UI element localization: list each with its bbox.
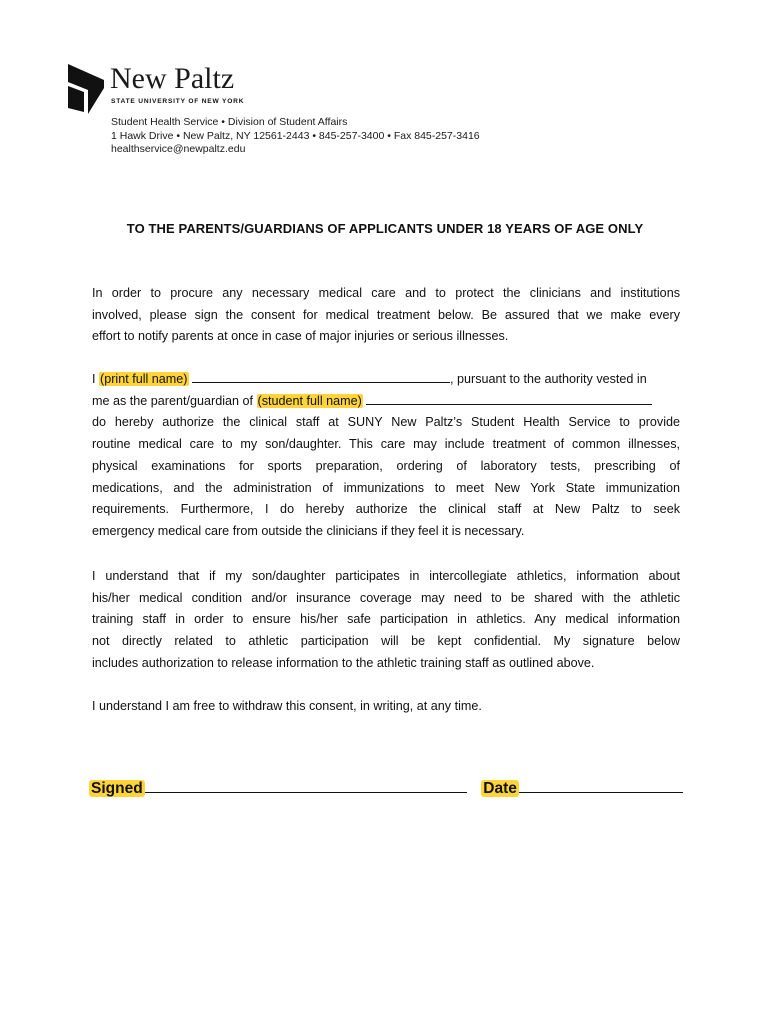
signature-field[interactable] bbox=[145, 776, 467, 793]
date-field[interactable] bbox=[519, 776, 683, 793]
student-name-line bbox=[92, 391, 680, 413]
parent-name-line bbox=[92, 369, 680, 391]
paragraph-line: do hereby authorize the clinical staff at SUNY New Paltz’s Student Health Service to provide bbox=[92, 415, 680, 430]
document-title: TO THE PARENTS/GUARDIANS OF APPLICANTS UNDER 18 YEARS OF AGE ONLY bbox=[126, 221, 644, 236]
student-name-field[interactable] bbox=[366, 391, 652, 405]
paragraph-line: requirements. Furthermore, I do hereby authorize the clinical staff at New Paltz to seek bbox=[92, 502, 680, 517]
paragraph-line: involved, please sign the consent for medical treatment below. Be assured that we make every bbox=[92, 307, 680, 322]
athletics-paragraph bbox=[92, 566, 680, 675]
hawk-logo-icon bbox=[68, 64, 104, 114]
address-line: 1 Hawk Drive • New Paltz, NY 12561-2443 • 845-257-3400 • Fax 845-257-3416 bbox=[111, 129, 480, 142]
paragraph-line: emergency medical care from outside the clinicians if they feel it is necessary. bbox=[92, 523, 525, 538]
print-name-label: (print full name) bbox=[100, 372, 188, 386]
pursuant-text: , pursuant to the authority vested in bbox=[450, 372, 647, 386]
withdraw-paragraph bbox=[92, 696, 680, 718]
address-line: Student Health Service • Division of Student Affairs bbox=[111, 116, 348, 128]
paragraph-line: routine medical care to my son/daughter. This care may include treatment of common illnesses, bbox=[92, 437, 680, 452]
paragraph-line: physical examinations for sports preparation, ordering of laboratory tests, prescribing of bbox=[92, 458, 680, 473]
i-label: I bbox=[92, 372, 96, 386]
paragraph-line: In order to procure any necessary medical care and to protect the clinicians and institutions bbox=[92, 286, 680, 300]
paragraph-line: includes authorization to release information to the athletic training staff as outlined above. bbox=[92, 655, 595, 670]
parent-name-field[interactable] bbox=[192, 369, 450, 383]
signed-label: Signed bbox=[91, 780, 143, 797]
paragraph-line: medications, and the administration of immunizations to meet New York State immunization bbox=[92, 480, 680, 495]
intro-paragraph bbox=[92, 283, 680, 348]
date-label: Date bbox=[483, 780, 517, 797]
paragraph-line: I understand that if my son/daughter participates in intercollegiate athletics, information about bbox=[92, 569, 680, 583]
signature-row bbox=[89, 776, 683, 798]
paragraph-line: effort to notify parents at once in case of major injuries or serious illnesses. bbox=[92, 329, 509, 344]
student-name-label: (student full name) bbox=[257, 393, 362, 408]
paragraph-line: I understand I am free to withdraw this consent, in writing, at any time. bbox=[92, 699, 482, 713]
letterhead-address bbox=[111, 116, 480, 157]
paragraph-line: his/her medical condition and/or insurance coverage may need to be shared with the athletic bbox=[92, 590, 680, 605]
consent-paragraph bbox=[92, 369, 680, 543]
address-line: healthservice@newpaltz.edu bbox=[111, 143, 246, 155]
me-as-text: me as the parent/guardian of bbox=[92, 393, 254, 408]
university-subname: STATE UNIVERSITY OF NEW YORK bbox=[111, 98, 245, 105]
paragraph-line: training staff in order to ensure his/her safe participation in athletics. Any medical information bbox=[92, 612, 680, 627]
paragraph-line: not directly related to athletic participation will be kept confidential. My signature below bbox=[92, 634, 680, 649]
university-name: New Paltz bbox=[110, 62, 235, 95]
